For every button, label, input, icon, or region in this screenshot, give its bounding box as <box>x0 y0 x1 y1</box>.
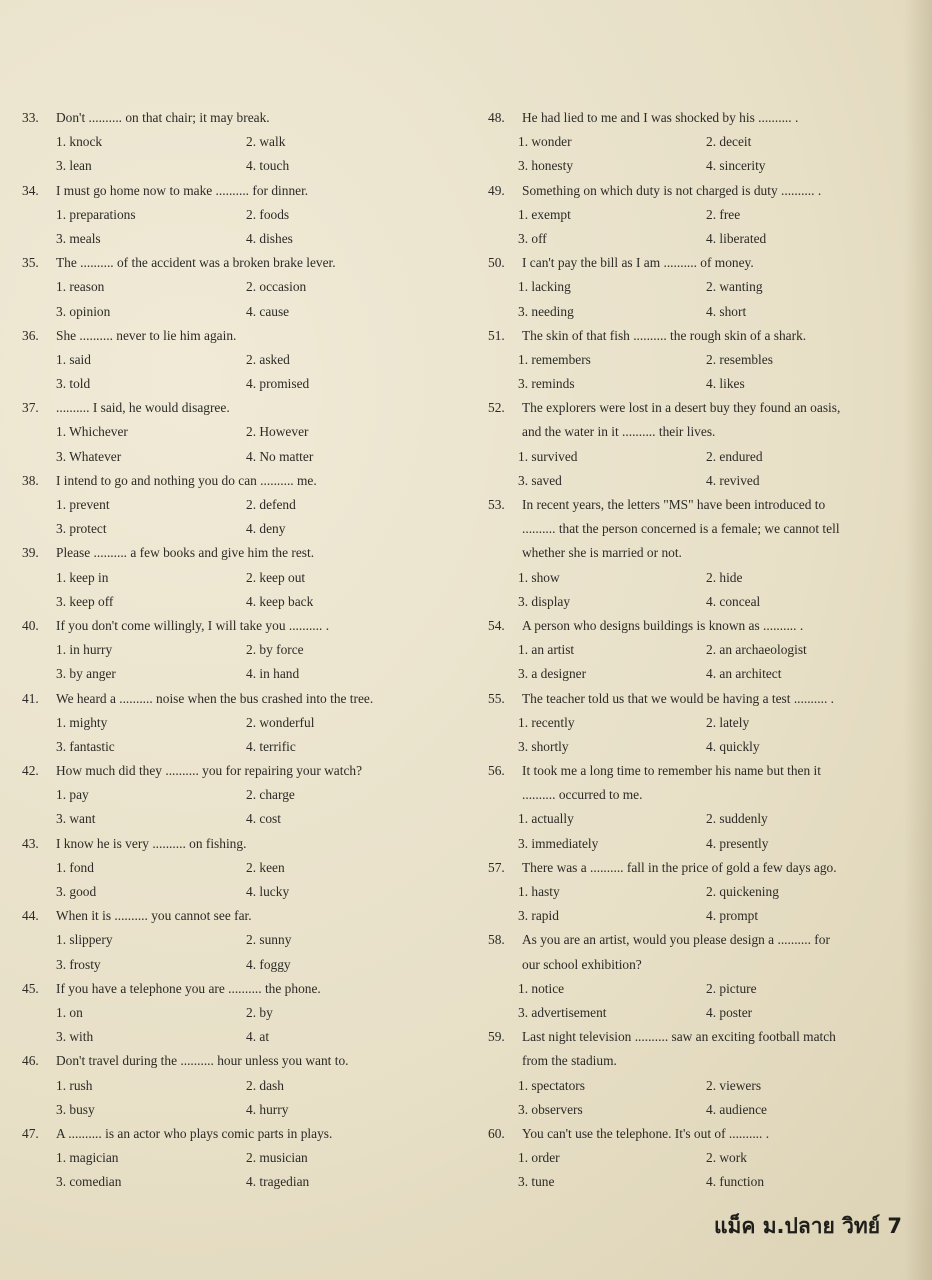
answer-option: 1. rush <box>56 1077 93 1093</box>
question-48 <box>488 106 908 179</box>
question-line <box>488 179 908 203</box>
question-number: 37. <box>22 400 39 416</box>
question-number: 47. <box>22 1125 39 1141</box>
question-line <box>488 1025 908 1049</box>
question-text: If you don't come willingly, I will take you .......... . <box>56 617 330 633</box>
question-number: 57. <box>488 859 505 875</box>
answer-option: 4. poster <box>706 1004 753 1020</box>
option-row <box>22 856 462 880</box>
question-line <box>488 396 908 420</box>
answer-option: 2. lately <box>706 714 750 730</box>
question-text: I can't pay the bill as I am .......... of money. <box>522 255 754 271</box>
question-34 <box>22 179 462 252</box>
answer-option: 4. presently <box>706 835 769 851</box>
question-number: 60. <box>488 1125 505 1141</box>
option-row <box>488 1146 908 1170</box>
question-number: 56. <box>488 763 505 779</box>
question-text: When it is .......... you cannot see far. <box>56 908 252 924</box>
answer-option: 1. hasty <box>518 884 560 899</box>
question-line <box>488 1122 908 1146</box>
question-line <box>488 541 908 565</box>
answer-option: 3. honesty <box>518 158 574 174</box>
answer-option: 4. revived <box>706 472 760 488</box>
question-number: 58. <box>488 932 505 948</box>
option-row <box>488 1001 908 1025</box>
answer-option: 1. keep in <box>56 569 109 585</box>
answer-option: 1. exempt <box>518 206 571 222</box>
option-row <box>22 1098 462 1122</box>
question-text: In recent years, the letters "MS" have been introduced to <box>522 497 826 512</box>
answer-option: 3. by anger <box>56 666 116 682</box>
question-line <box>22 759 462 783</box>
answer-option: 3. frosty <box>56 956 101 972</box>
answer-option: 3. tune <box>518 1174 555 1190</box>
option-row <box>22 783 462 807</box>
answer-option: 2. wanting <box>706 279 763 295</box>
option-row <box>22 953 462 977</box>
answer-option: 4. audience <box>706 1101 767 1117</box>
question-50 <box>488 251 908 324</box>
answer-option: 4. dishes <box>246 230 293 246</box>
option-row <box>22 517 462 541</box>
answer-option: 2. resembles <box>706 351 773 367</box>
answer-option: 2. dash <box>246 1077 284 1093</box>
answer-option: 3. rapid <box>518 908 559 924</box>
question-number: 46. <box>22 1053 39 1069</box>
answer-option: 4. terrific <box>246 738 296 754</box>
answer-option: 2. quickening <box>706 884 779 899</box>
answer-option: 2. occasion <box>246 279 307 295</box>
answer-option: 2. However <box>246 424 309 440</box>
answer-option: 4. deny <box>246 521 286 537</box>
answer-option: 1. on <box>56 1004 83 1020</box>
question-41 <box>22 687 462 760</box>
option-row <box>488 880 908 904</box>
answer-option: 1. preparations <box>56 206 136 222</box>
question-line <box>22 179 462 203</box>
answer-option: 1. remembers <box>518 351 591 367</box>
question-text: It took me a long time to remember his name but then it <box>522 763 821 779</box>
answer-option: 2. charge <box>246 787 295 803</box>
option-row <box>488 590 908 614</box>
option-row <box>488 566 908 590</box>
question-line <box>22 1049 462 1073</box>
question-text: As you are an artist, would you please design a .......... for <box>522 932 830 948</box>
answer-option: 4. promised <box>246 376 310 392</box>
question-text: The skin of that fish .......... the rough skin of a shark. <box>522 327 807 343</box>
question-51 <box>488 324 908 397</box>
question-line <box>488 324 908 348</box>
question-text: We heard a .......... noise when the bus crashed into the tree. <box>56 690 374 706</box>
question-56 <box>488 759 908 856</box>
answer-option: 1. notice <box>518 980 565 996</box>
question-line <box>488 614 908 638</box>
question-line <box>22 614 462 638</box>
answer-option: 1. magician <box>56 1150 119 1166</box>
question-49 <box>488 179 908 252</box>
answer-option: 4. quickly <box>706 738 760 754</box>
question-line <box>488 687 908 711</box>
question-number: 39. <box>22 545 39 561</box>
question-line <box>488 420 908 444</box>
question-text: A person who designs buildings is known as .......... . <box>522 617 804 633</box>
answer-option: 2. picture <box>706 980 757 996</box>
option-row <box>22 1025 462 1049</box>
question-text: Don't .......... on that chair; it may break. <box>56 110 270 125</box>
question-text: Something on which duty is not charged is duty .......... . <box>522 182 822 198</box>
question-text: .......... occurred to me. <box>522 787 643 803</box>
option-row <box>22 928 462 952</box>
question-text: How much did they .......... you for repairing your watch? <box>56 763 363 779</box>
question-line <box>22 469 462 493</box>
answer-option: 3. needing <box>518 303 574 319</box>
question-text: You can't use the telephone. It's out of .......... . <box>522 1125 770 1141</box>
question-57 <box>488 856 908 929</box>
option-row <box>488 154 908 178</box>
answer-option: 1. survived <box>518 448 578 464</box>
option-row <box>488 662 908 686</box>
option-row <box>22 1170 462 1194</box>
question-43 <box>22 832 462 905</box>
question-number: 34. <box>22 182 39 198</box>
answer-option: 2. free <box>706 206 741 222</box>
question-text: .......... that the person concerned is a female; we cannot tell <box>522 521 840 537</box>
page-footer: แม็ค ม.ปลาย วิทย์ 7 <box>713 1214 902 1238</box>
option-row <box>22 130 462 154</box>
option-row <box>22 493 462 517</box>
answer-option: 4. No matter <box>246 448 314 464</box>
answer-option: 4. in hand <box>246 666 300 682</box>
question-line <box>488 928 908 952</box>
question-number: 52. <box>488 400 505 416</box>
answer-option: 3. want <box>56 811 96 827</box>
answer-option: 2. wonderful <box>246 714 315 730</box>
answer-option: 3. observers <box>518 1101 583 1117</box>
page-edge-shadow <box>904 0 932 1280</box>
question-number: 44. <box>22 908 39 924</box>
question-text: and the water in it .......... their lives. <box>522 424 716 440</box>
question-number: 49. <box>488 182 505 198</box>
question-text: If you have a telephone you are .......... the phone. <box>56 980 321 996</box>
answer-option: 3. busy <box>56 1101 95 1117</box>
question-line <box>22 977 462 1001</box>
question-line <box>22 1122 462 1146</box>
answer-option: 2. deceit <box>706 134 752 150</box>
question-35 <box>22 251 462 324</box>
question-60 <box>488 1122 908 1195</box>
question-46 <box>22 1049 462 1122</box>
right-question-column <box>488 106 908 1194</box>
answer-option: 3. keep off <box>56 593 114 609</box>
answer-option: 2. keep out <box>246 569 306 585</box>
question-text: There was a .......... fall in the price of gold a few days ago. <box>522 859 837 875</box>
answer-option: 1. knock <box>56 134 103 150</box>
question-44 <box>22 904 462 977</box>
answer-option: 1. show <box>518 569 560 585</box>
option-row <box>22 227 462 251</box>
option-row <box>22 880 462 904</box>
option-row <box>22 203 462 227</box>
question-line <box>488 106 908 130</box>
answer-option: 2. musician <box>246 1150 308 1166</box>
question-line <box>22 541 462 565</box>
question-text: Please .......... a few books and give him the rest. <box>56 545 315 561</box>
option-row <box>488 227 908 251</box>
answer-option: 2. by <box>246 1004 273 1020</box>
question-text: A .......... is an actor who plays comic parts in plays. <box>56 1125 333 1141</box>
answer-option: 3. off <box>518 230 547 246</box>
question-53 <box>488 493 908 614</box>
option-row <box>22 711 462 735</box>
question-52 <box>488 396 908 493</box>
question-36 <box>22 324 462 397</box>
answer-option: 4. an architect <box>706 666 782 682</box>
answer-option: 3. opinion <box>56 303 111 319</box>
question-number: 53. <box>488 497 505 512</box>
question-text: Don't travel during the .......... hour unless you want to. <box>56 1053 349 1069</box>
answer-option: 2. suddenly <box>706 811 768 827</box>
answer-option: 1. prevent <box>56 497 110 512</box>
option-row <box>488 469 908 493</box>
question-39 <box>22 541 462 614</box>
answer-option: 2. work <box>706 1150 747 1166</box>
answer-option: 2. keen <box>246 859 285 875</box>
option-row <box>488 275 908 299</box>
question-text: whether she is married or not. <box>522 545 682 561</box>
answer-option: 2. defend <box>246 497 296 512</box>
answer-option: 1. Whichever <box>56 424 128 440</box>
answer-option: 4. prompt <box>706 908 759 924</box>
answer-option: 3. told <box>56 376 91 392</box>
question-text: He had lied to me and I was shocked by his .......... . <box>522 110 799 125</box>
question-text: The explorers were lost in a desert buy they found an oasis, <box>522 400 841 416</box>
question-59 <box>488 1025 908 1122</box>
question-number: 36. <box>22 327 39 343</box>
option-row <box>488 130 908 154</box>
question-33 <box>22 106 462 179</box>
answer-option: 3. fantastic <box>56 738 115 754</box>
option-row <box>22 154 462 178</box>
question-text: our school exhibition? <box>522 956 642 972</box>
question-54 <box>488 614 908 687</box>
answer-option: 2. an archaeologist <box>706 642 807 658</box>
question-number: 55. <box>488 690 505 706</box>
question-number: 50. <box>488 255 505 271</box>
answer-option: 1. in hurry <box>56 642 113 658</box>
option-row <box>488 832 908 856</box>
question-number: 48. <box>488 110 505 125</box>
answer-option: 1. pay <box>56 787 89 803</box>
question-45 <box>22 977 462 1050</box>
answer-option: 1. fond <box>56 859 94 875</box>
answer-option: 3. advertisement <box>518 1004 607 1020</box>
option-row <box>22 590 462 614</box>
question-text: from the stadium. <box>522 1053 617 1069</box>
answer-option: 2. endured <box>706 448 763 464</box>
option-row <box>488 977 908 1001</box>
answer-option: 1. lacking <box>518 279 571 295</box>
question-line <box>488 251 908 275</box>
option-row <box>22 735 462 759</box>
answer-option: 2. hide <box>706 569 743 585</box>
question-line <box>488 783 908 807</box>
answer-option: 3. immediately <box>518 835 599 851</box>
question-line <box>488 759 908 783</box>
answer-option: 2. by force <box>246 642 304 658</box>
question-text: She .......... never to lie him again. <box>56 327 237 343</box>
answer-option: 4. foggy <box>246 956 291 972</box>
option-row <box>22 807 462 831</box>
option-row <box>488 372 908 396</box>
answer-option: 1. an artist <box>518 642 575 658</box>
option-row <box>22 275 462 299</box>
option-row <box>488 1170 908 1194</box>
answer-option: 4. sincerity <box>706 158 766 174</box>
question-line <box>488 517 908 541</box>
question-line <box>22 251 462 275</box>
question-text: The teacher told us that we would be having a test .......... . <box>522 690 834 706</box>
answer-option: 3. a designer <box>518 666 587 682</box>
question-line <box>22 106 462 130</box>
answer-option: 2. sunny <box>246 932 292 948</box>
question-58 <box>488 928 908 1025</box>
question-number: 43. <box>22 835 39 851</box>
answer-option: 3. meals <box>56 230 101 246</box>
option-row <box>488 638 908 662</box>
question-line <box>488 856 908 880</box>
option-row <box>488 348 908 372</box>
question-line <box>488 493 908 517</box>
answer-option: 3. shortly <box>518 738 569 754</box>
question-line <box>22 687 462 711</box>
option-row <box>488 1074 908 1098</box>
option-row <box>22 1001 462 1025</box>
question-text: .......... I said, he would disagree. <box>56 400 230 416</box>
option-row <box>22 662 462 686</box>
option-row <box>22 566 462 590</box>
option-row <box>488 203 908 227</box>
question-number: 54. <box>488 617 505 633</box>
answer-option: 1. recently <box>518 714 575 730</box>
answer-option: 4. at <box>246 1029 270 1045</box>
question-38 <box>22 469 462 542</box>
question-text: The .......... of the accident was a broken brake lever. <box>56 255 336 271</box>
question-number: 35. <box>22 255 39 271</box>
question-line <box>22 324 462 348</box>
option-row <box>22 348 462 372</box>
option-row <box>488 300 908 324</box>
question-42 <box>22 759 462 832</box>
question-line <box>22 396 462 420</box>
option-row <box>488 711 908 735</box>
option-row <box>22 1074 462 1098</box>
question-line <box>22 832 462 856</box>
question-number: 41. <box>22 690 39 706</box>
answer-option: 4. cause <box>246 303 290 319</box>
answer-option: 3. saved <box>518 472 562 488</box>
answer-option: 4. likes <box>706 376 745 392</box>
question-40 <box>22 614 462 687</box>
option-row <box>488 445 908 469</box>
question-number: 38. <box>22 472 39 488</box>
question-55 <box>488 687 908 760</box>
option-row <box>22 445 462 469</box>
question-number: 51. <box>488 327 505 343</box>
option-row <box>488 904 908 928</box>
answer-option: 4. touch <box>246 158 290 174</box>
question-number: 40. <box>22 617 39 633</box>
question-text: I must go home now to make .......... for dinner. <box>56 182 309 198</box>
option-row <box>488 1098 908 1122</box>
option-row <box>22 300 462 324</box>
question-37 <box>22 396 462 469</box>
answer-option: 3. good <box>56 884 97 899</box>
option-row <box>22 420 462 444</box>
option-row <box>22 1146 462 1170</box>
left-question-column <box>22 106 462 1194</box>
question-number: 45. <box>22 980 39 996</box>
answer-option: 4. lucky <box>246 884 290 899</box>
answer-option: 3. with <box>56 1029 94 1045</box>
question-line <box>488 953 908 977</box>
answer-option: 3. comedian <box>56 1174 122 1190</box>
option-row <box>22 372 462 396</box>
question-number: 42. <box>22 763 39 779</box>
question-number: 33. <box>22 110 39 125</box>
answer-option: 1. wonder <box>518 134 572 150</box>
answer-option: 1. reason <box>56 279 105 295</box>
answer-option: 4. tragedian <box>246 1174 310 1190</box>
question-47 <box>22 1122 462 1195</box>
answer-option: 4. cost <box>246 811 281 827</box>
question-line <box>22 904 462 928</box>
answer-option: 1. said <box>56 351 91 367</box>
question-line <box>488 1049 908 1073</box>
answer-option: 1. mighty <box>56 714 108 730</box>
option-row <box>488 735 908 759</box>
answer-option: 1. slippery <box>56 932 113 948</box>
question-text: I intend to go and nothing you do can .......... me. <box>56 472 317 488</box>
answer-option: 4. keep back <box>246 593 314 609</box>
answer-option: 4. hurry <box>246 1101 289 1117</box>
option-row <box>488 807 908 831</box>
answer-option: 4. function <box>706 1174 765 1190</box>
answer-option: 3. lean <box>56 158 92 174</box>
answer-option: 3. protect <box>56 521 107 537</box>
answer-option: 3. display <box>518 593 571 609</box>
answer-option: 3. reminds <box>518 376 575 392</box>
answer-option: 4. conceal <box>706 593 761 609</box>
question-number: 59. <box>488 1029 505 1045</box>
answer-option: 2. walk <box>246 134 286 150</box>
question-text: I know he is very .......... on fishing. <box>56 835 247 851</box>
answer-option: 2. viewers <box>706 1077 762 1093</box>
answer-option: 2. asked <box>246 351 290 367</box>
question-text: Last night television .......... saw an exciting football match <box>522 1029 836 1045</box>
answer-option: 2. foods <box>246 206 290 222</box>
option-row <box>22 638 462 662</box>
answer-option: 1. spectators <box>518 1077 585 1093</box>
answer-option: 4. liberated <box>706 230 767 246</box>
answer-option: 4. short <box>706 303 747 319</box>
answer-option: 1. actually <box>518 811 574 827</box>
answer-option: 3. Whatever <box>56 448 122 464</box>
answer-option: 1. order <box>518 1150 560 1166</box>
